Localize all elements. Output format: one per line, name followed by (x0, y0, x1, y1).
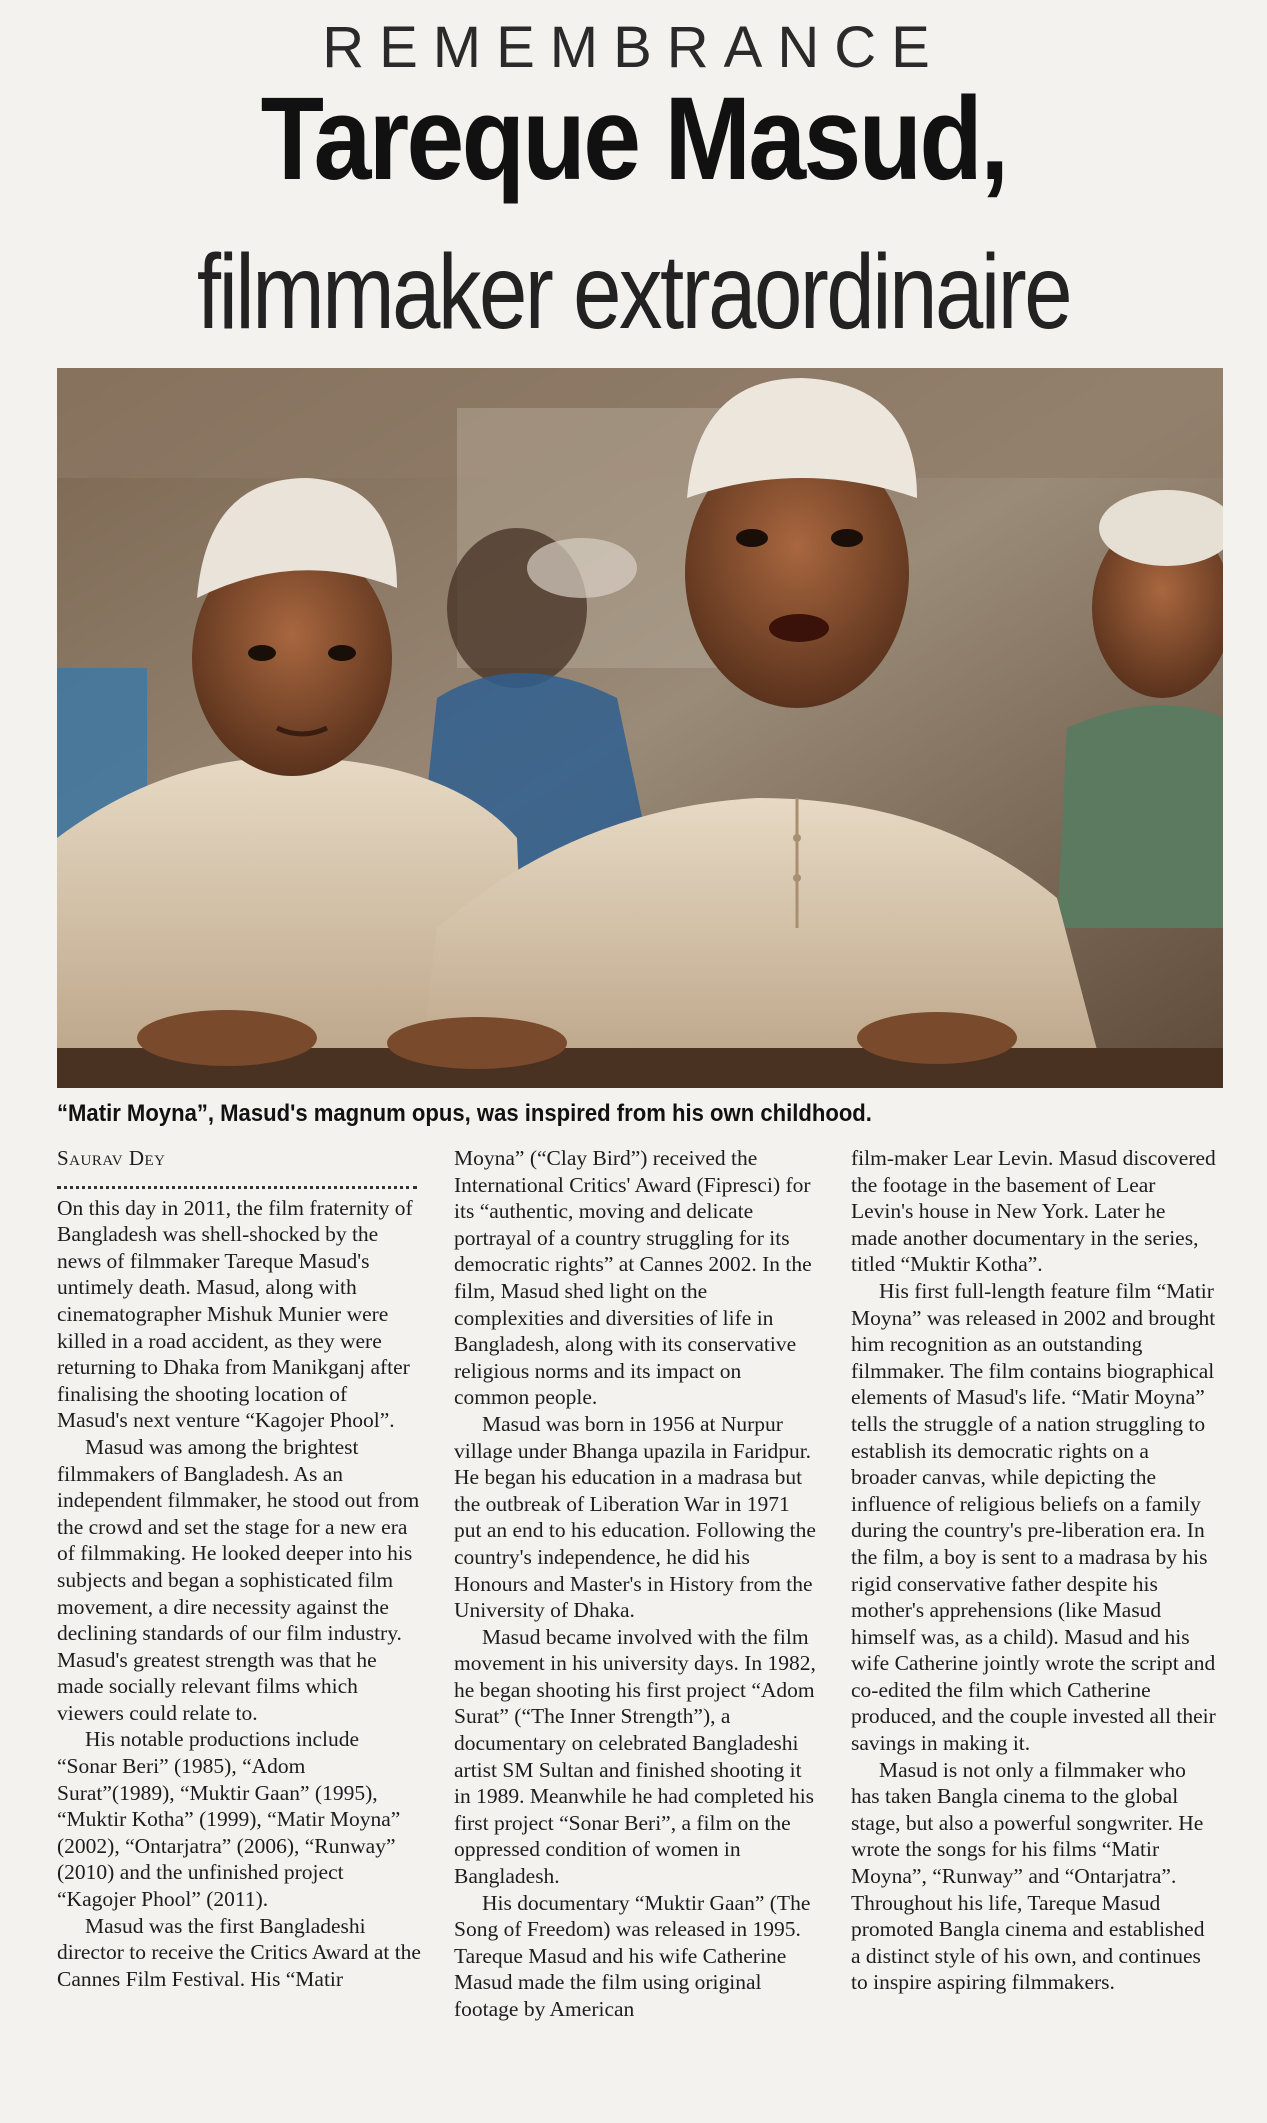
headline: Tareque Masud, (260, 73, 1007, 205)
film-still-illustration (57, 368, 1223, 1088)
photo-caption: “Matir Moyna”, Masud's magnum opus, was inspired from his own childhood. (57, 1100, 872, 1127)
article-column-1 (57, 1145, 422, 1992)
section-kicker: REMEMBRANCE (322, 15, 945, 80)
subheadline: filmmaker extraordinaire (196, 233, 1071, 351)
feature-photo (57, 368, 1223, 1088)
article-column-3 (851, 1145, 1216, 1996)
paragraph: Masud was the first Bangladeshi director to receive the Critics Award at the Cannes Film Festival. His “Matir (57, 1913, 421, 1991)
article-column-2 (454, 1145, 819, 2023)
paragraph: film-maker Lear Levin. Masud discovered the footage in the basement of Lear Levin's house in New York. Later he made another documentary in the series, titled “Muktir Kotha”. (851, 1146, 1216, 1277)
paragraph: Masud was born in 1956 at Nurpur village under Bhanga upazila in Faridpur. He began his education in a madrasa but the outbreak of Liberation War in 1971 put an end to his education. Following the country's independence, he did his Honours and Master's in History from the University of Dhaka. (454, 1411, 816, 1623)
paragraph: His first full-length feature film “Matir Moyna” was released in 2002 and brought him recognition as an outstanding filmmaker. The film contains biographical elements of Masud's life. “Matir Moyna” tells the struggle of a nation struggling to establish its democratic rights on a broader canvas, while depicting the influence of religious beliefs on a family during the country's pre-liberation era. In the film, a boy is sent to a madrasa by his rigid conservative father despite his mother's apprehensions (like Masud himself was, as a child). Masud and his wife Catherine jointly wrote the script and co-edited the film which Catherine produced, and the couple invested all their savings in making it. (851, 1278, 1216, 1756)
paragraph: Moyna” (“Clay Bird”) received the International Critics' Award (Fipresci) for its “authentic, moving and delicate portrayal of a country struggling for its democratic rights” at Cannes 2002. In the film, Masud shed light on the complexities and diversities of life in Bangladesh, along with its conservative religious norms and its impact on common people. (454, 1146, 812, 1410)
paragraph: Masud became involved with the film movement in his university days. In 1982, he began shooting his first project “Adom Surat” (“The Inner Strength”), a documentary on celebrated Bangladeshi artist SM Sultan and finished shooting it in 1989. Meanwhile he had completed his first project “Sonar Beri”, a film on the oppressed condition of women in Bangladesh. (454, 1624, 816, 1889)
paragraph: Masud was among the brightest filmmakers of Bangladesh. As an independent filmmaker, he stood out from the crowd and set the stage for a new era of filmmaking. He looked deeper into his subjects and began a sophisticated film movement, a dire necessity against the declining standards of our film industry. Masud's greatest strength was that he made socially relevant films which viewers could relate to. (57, 1434, 420, 1725)
byline: Saurav Dey (57, 1146, 166, 1170)
paragraph: His documentary “Muktir Gaan” (The Song of Freedom) was released in 1995. Tareque Masud and his wife Catherine Masud made the film using original footage by American (454, 1890, 811, 2021)
paragraph: Masud is not only a filmmaker who has taken Bangla cinema to the global stage, but also a powerful songwriter. He wrote the songs for his films “Matir Moyna”, “Runway” and “Ontarjatra”. Throughout his life, Tareque Masud promoted Bangla cinema and established a distinct style of his own, and continues to inspire aspiring filmmakers. (851, 1757, 1205, 1995)
paragraph: His notable productions include “Sonar Beri” (1985), “Adom Surat”(1989), “Muktir Gaan” (1995), “Muktir Kotha” (1999), “Matir Moyna” (2002), “Ontarjatra” (2006), “Runway” (2010) and the unfinished project “Kagojer Phool” (2011). (57, 1727, 401, 1912)
paragraph: On this day in 2011, the film fraternity of Bangladesh was shell-shocked by the news of filmmaker Tareque Masud's untimely death. Masud, along with cinematographer Mishuk Munier were killed in a road accident, as they were returning to Dhaka from Manikganj after finalising the shooting location of Masud's next venture “Kagojer Phool”. (57, 1195, 413, 1433)
byline-divider (57, 1182, 417, 1189)
